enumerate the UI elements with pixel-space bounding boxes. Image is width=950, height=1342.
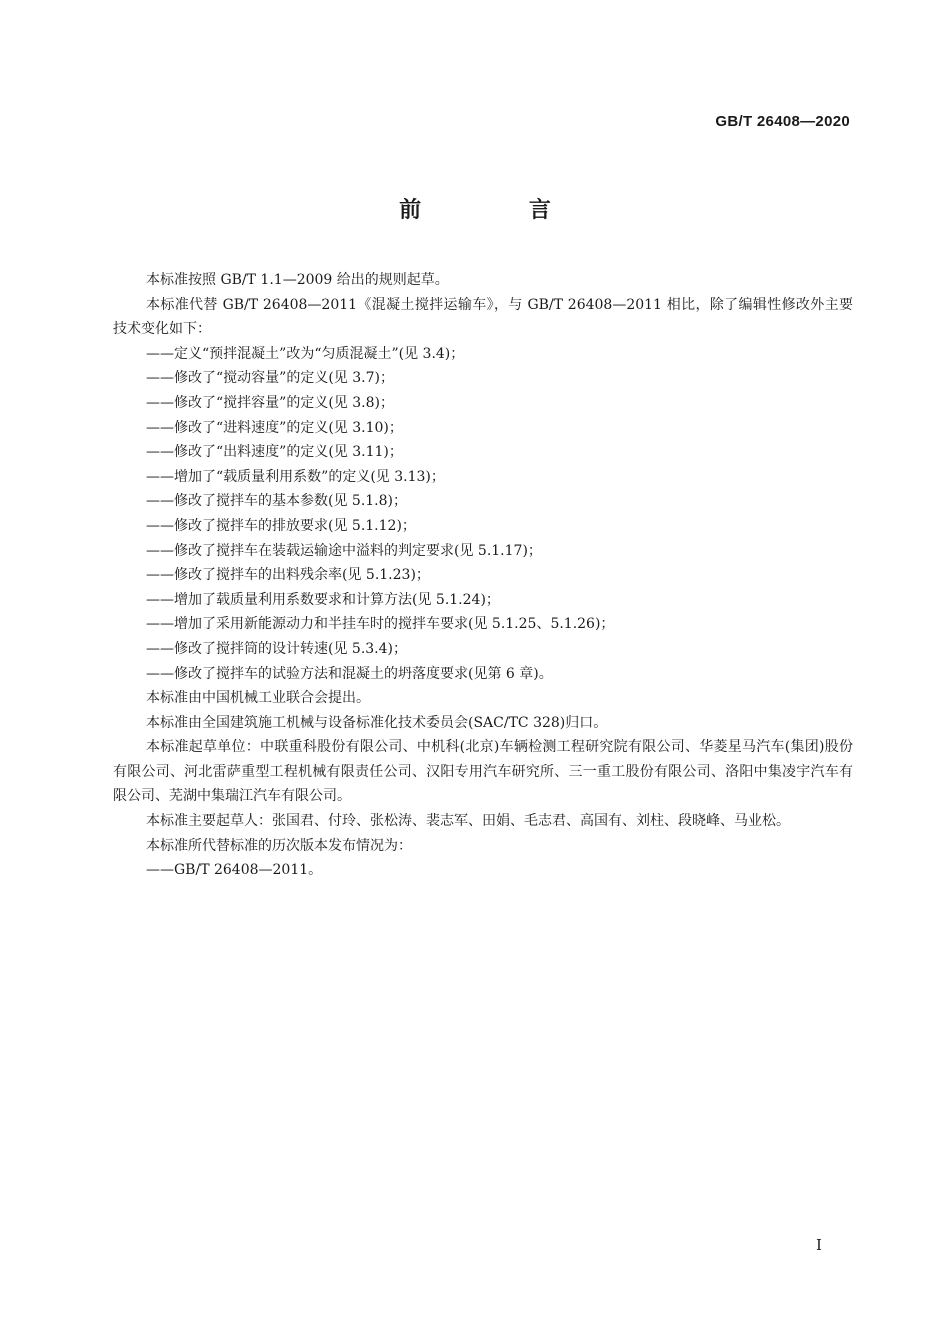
list-item: ——修改了搅拌筒的设计转速(见 5.3.4)； [146,640,407,657]
list-item: ——修改了“出料速度”的定义(见 3.11)； [146,444,403,461]
paragraph: 本标准主要起草人：张国君、付玲、张松涛、裴志军、田娟、毛志君、高国有、刘柱、段晓峰、马业松。 [146,813,790,830]
list-item: ——修改了搅拌车的出料残余率(见 5.1.23)； [146,567,430,584]
list-item: ——修改了搅拌车的基本参数(见 5.1.8)； [146,493,407,510]
paragraph: 本标准由全国建筑施工机械与设备标准化技术委员会(SAC/TC 328)归口。 [146,714,608,731]
paragraph: 本标准按照 GB/T 1.1—2009 给出的规则起草。 [146,272,449,288]
foreword-body [113,268,853,883]
list-item: ——修改了搅拌车在装载运输途中溢料的判定要求(见 5.1.17)； [146,542,542,559]
list-item: ——定义“预拌混凝土”改为“匀质混凝土”(见 3.4)； [146,345,465,362]
page-title: 前 言 [399,198,601,223]
list-item: ——增加了采用新能源动力和半挂车时的搅拌车要求(见 5.1.25、5.1.26)； [146,616,615,633]
paragraph: 本标准起草单位：中联重科股份有限公司、中机科(北京)车辆检测工程研究院有限公司、华菱星马汽车(集团)股份有限公司、河北雷萨重型工程机械有限责任公司、汉阳专用汽车研究所、三一重工股份有限公司、洛阳中集凌宇汽车有限公司、芜湖中集瑞江汽车有限公司。 [113,739,853,805]
paragraph: 本标准所代替标准的历次版本发布情况为： [146,837,412,854]
page-number: I [816,1236,822,1254]
list-item: ——修改了搅拌车的试验方法和混凝土的坍落度要求(见第 6 章)。 [146,665,553,682]
list-item: ——增加了载质量利用系数要求和计算方法(见 5.1.24)； [146,591,500,608]
standard-number: GB/T 26408—2020 [715,113,850,130]
paragraph: 本标准由中国机械工业联合会提出。 [146,690,370,707]
paragraph: 本标准代替 GB/T 26408—2011《混凝土搅拌运输车》，与 GB/T 26408—2011 相比，除了编辑性修改外主要技术变化如下： [113,296,853,338]
list-item: ——修改了“搅动容量”的定义(见 3.7)； [146,370,394,387]
list-item: ——修改了“进料速度”的定义(见 3.10)； [146,419,403,436]
list-item: ——GB/T 26408—2011。 [146,862,323,879]
list-item: ——修改了“搅拌容量”的定义(见 3.8)； [146,394,394,411]
list-item: ——修改了搅拌车的排放要求(见 5.1.12)； [146,517,416,534]
list-item: ——增加了“载质量利用系数”的定义(见 3.13)； [146,468,445,485]
